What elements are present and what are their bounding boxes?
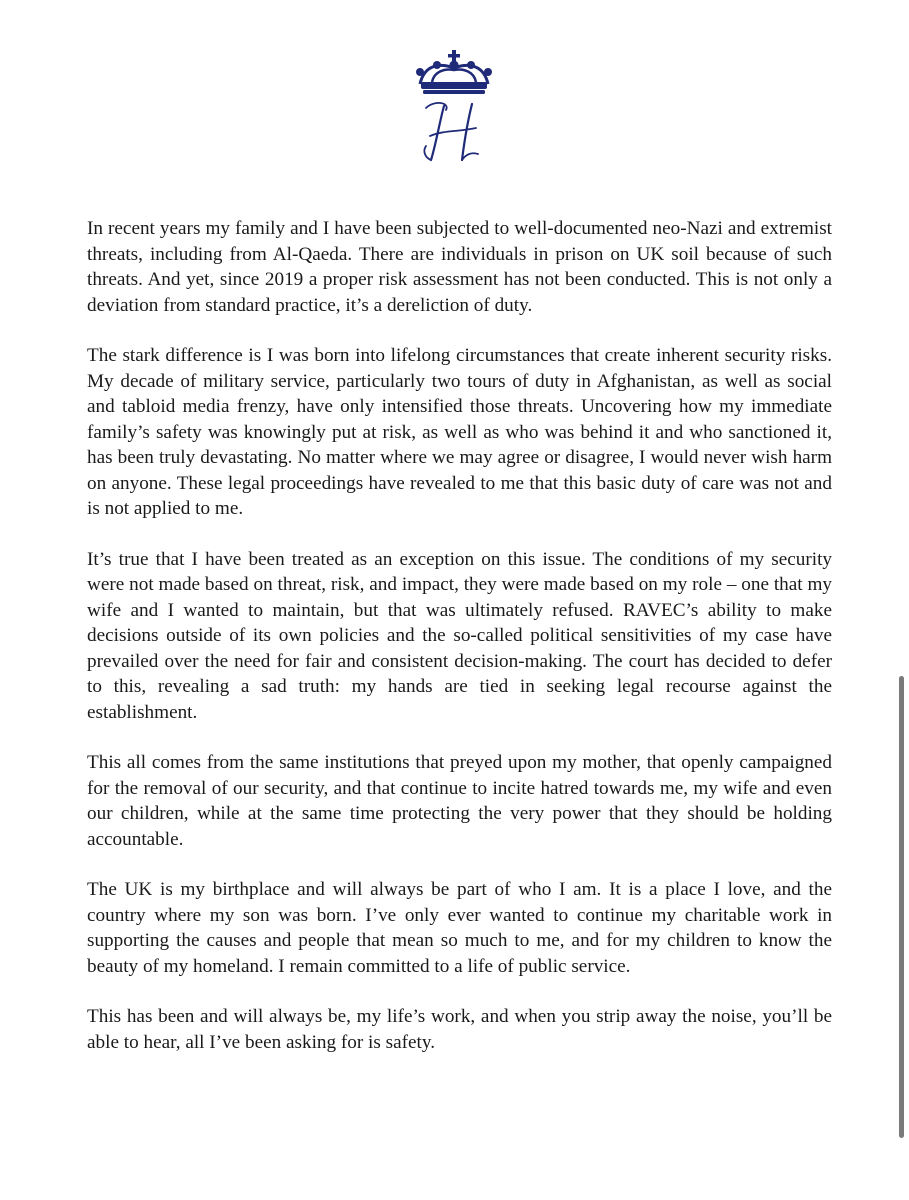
letter-paragraph: It’s true that I have been treated as an exception on this issue. The conditions of my security were not made based on threat, risk, and impact, they were made based on my role – one that my wife and I wanted to maintain, but that was ultimately refused. RAVEC’s ability to make decisions outside of its own policies and the so-called political sensitivities of my case have prevailed over the need for fair and consistent decision-making. The court has decided to defer to this, revealing a sad truth: my hands are tied in seeking legal recourse against the establishment. (87, 548, 832, 723)
crowned-h-monogram-icon (404, 48, 504, 163)
letter-paragraph: The UK is my birthplace and will always be part of who I am. It is a place I love, and the country where my son was born. I’ve only ever wanted to continue my charitable work in supporting the causes and people that mean so much to me, and for my children to know the beauty of my homeland. I remain committed to a life of public service. (87, 879, 832, 977)
letter-paragraph: This has been and will always be, my life’s work, and when you strip away the noise, you’ll be able to hear, all I’ve been asking for is safety. (87, 1006, 832, 1053)
letter-paragraph: In recent years my family and I have been subjected to well-documented neo-Nazi and extremist threats, including from Al-Qaeda. There are individuals in prison on UK soil because of such threats. And yet, since 2019 a proper risk assessment has not been conducted. This is not only a deviation from standard practice, it’s a dereliction of duty. (87, 218, 832, 316)
letter-body (87, 216, 832, 1080)
letter-paragraph: The stark difference is I was born into lifelong circumstances that create inherent security risks. My decade of military service, particularly two tours of duty in Afghanistan, as well as social and tabloid media frenzy, have only intensified those threats. Uncovering how my immediate family’s safety was knowingly put at risk, as well as who was behind it and who sanctioned it, has been truly devastating. No matter where we may agree or disagree, I would never wish harm on anyone. These legal proceedings have revealed to me that this basic duty of care was not and is not applied to me. (87, 345, 832, 519)
letter-paragraph: This all comes from the same institutions that preyed upon my mother, that openly campaigned for the removal of our security, and that continue to incite hatred towards me, my wife and even our children, while at the same time protecting the very power that they should be holding accountable. (87, 752, 832, 850)
monogram-svg (404, 48, 504, 163)
vertical-scrollbar[interactable] (899, 676, 904, 1138)
